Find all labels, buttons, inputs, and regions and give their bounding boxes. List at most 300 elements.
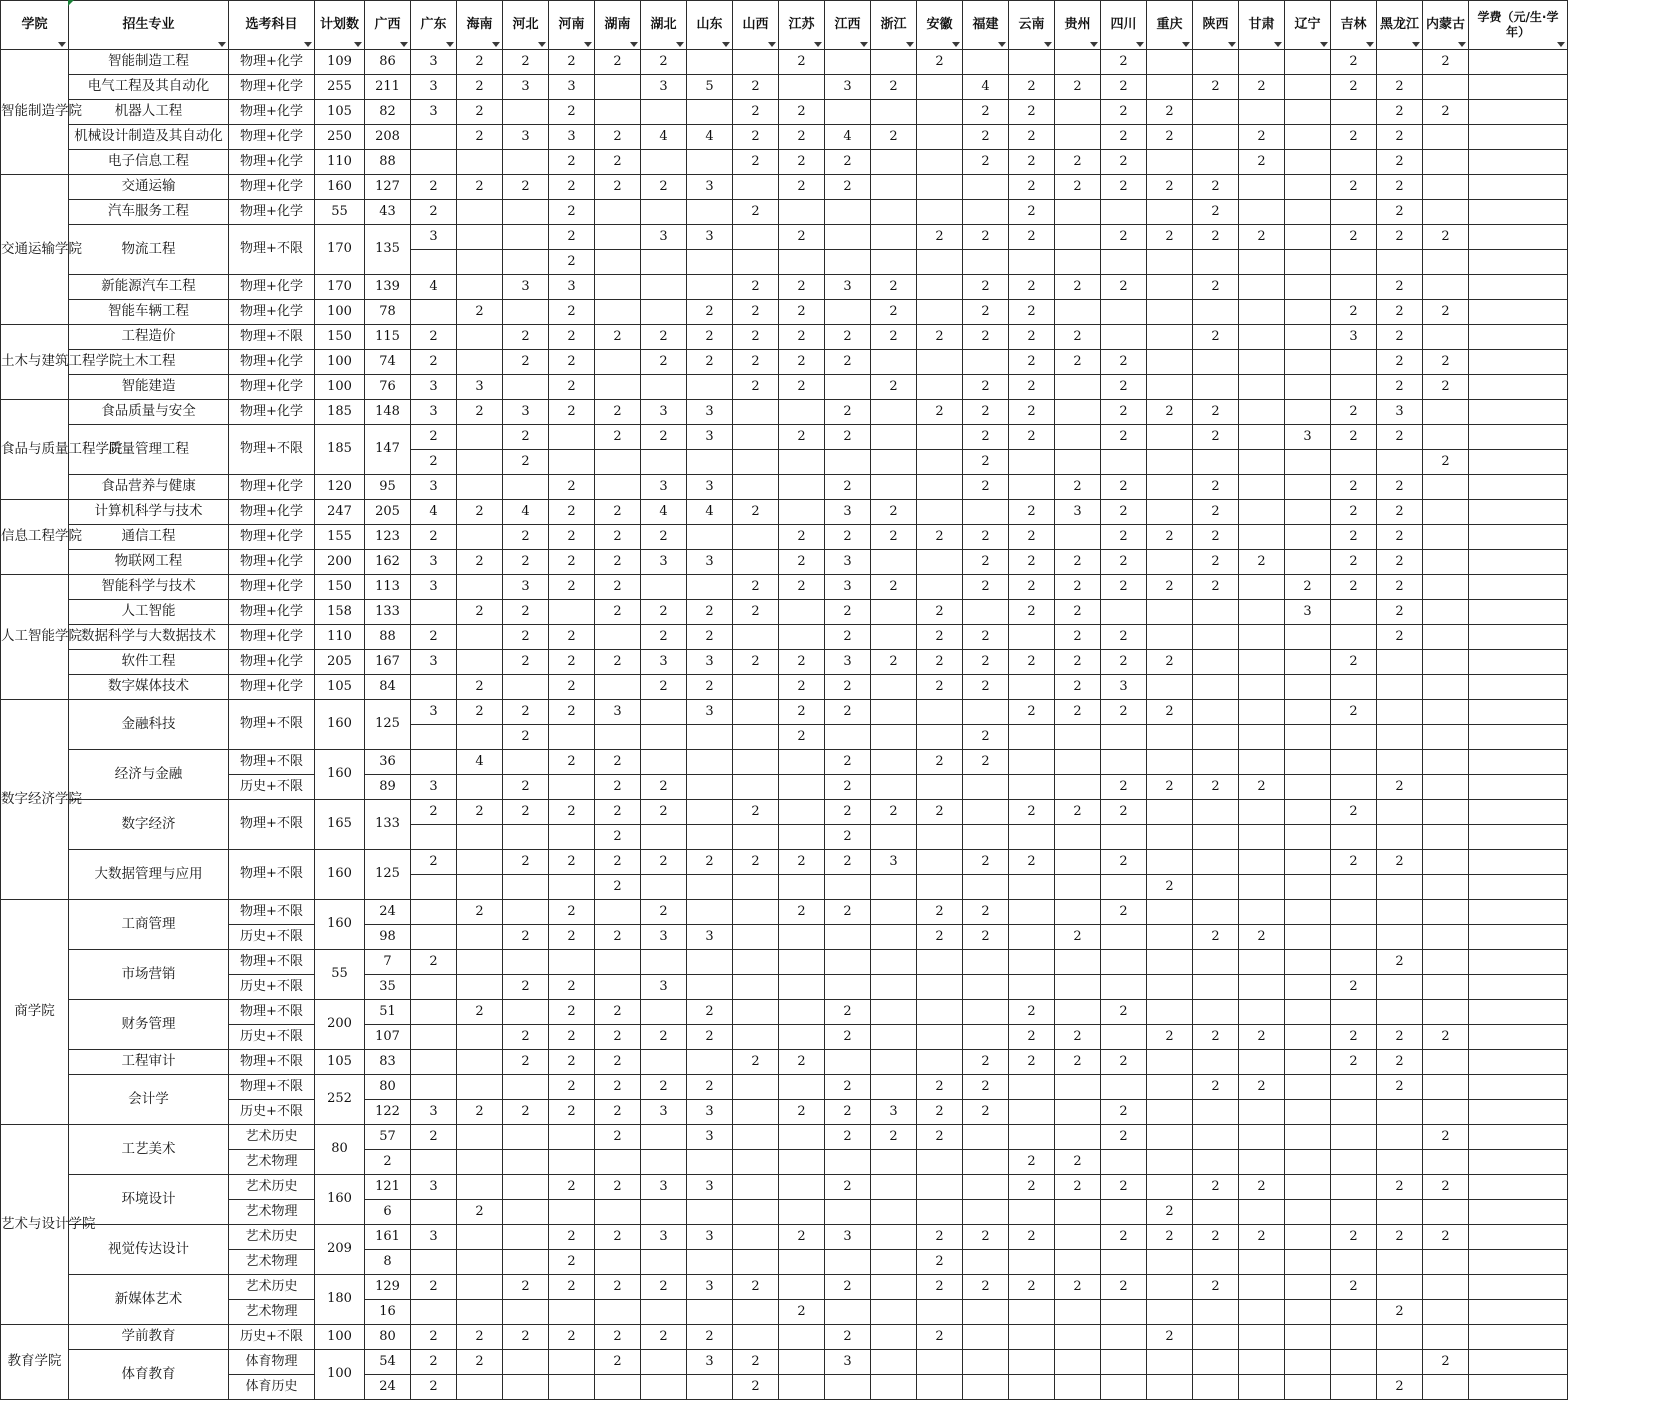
quota-cell-sichuan[interactable]: 2 (1101, 625, 1147, 650)
quota-cell-jiangxi[interactable]: 4 (825, 125, 871, 150)
quota-cell-anhui[interactable] (917, 975, 963, 1000)
quota-cell-jilin[interactable]: 2 (1331, 50, 1377, 75)
quota-cell-guangdong[interactable]: 3 (411, 1225, 457, 1250)
quota-cell-guizhou[interactable]: 2 (1055, 1150, 1101, 1175)
subject-requirement-cell[interactable]: 物理+化学 (229, 300, 315, 325)
quota-cell-shandong[interactable]: 3 (687, 1225, 733, 1250)
quota-cell-sichuan[interactable]: 2 (1101, 150, 1147, 175)
quota-cell-shanxi[interactable] (733, 425, 779, 450)
quota-cell-shanxi[interactable]: 2 (733, 575, 779, 600)
quota-cell-shandong[interactable] (687, 450, 733, 475)
quota-cell-chongqing[interactable] (1147, 825, 1193, 850)
quota-cell-hebei[interactable] (503, 225, 549, 250)
quota-cell-hunan[interactable] (595, 300, 641, 325)
quota-cell-jiangsu[interactable]: 2 (779, 675, 825, 700)
quota-cell-hunan[interactable] (595, 200, 641, 225)
quota-cell-jilin[interactable] (1331, 1125, 1377, 1150)
quota-cell-tuition[interactable] (1469, 650, 1568, 675)
quota-cell-liaoning[interactable] (1285, 750, 1331, 775)
quota-cell-henan[interactable] (549, 1300, 595, 1325)
quota-cell-shanxi[interactable] (733, 625, 779, 650)
quota-cell-anhui[interactable] (917, 200, 963, 225)
plan-count-cell[interactable]: 160 (315, 175, 365, 200)
quota-cell-fujian[interactable] (963, 1325, 1009, 1350)
quota-cell-guizhou[interactable] (1055, 125, 1101, 150)
quota-cell-fujian[interactable]: 2 (963, 625, 1009, 650)
quota-cell-hainan[interactable] (457, 850, 503, 875)
quota-cell-liaoning[interactable] (1285, 375, 1331, 400)
quota-cell-henan[interactable] (549, 1350, 595, 1375)
quota-cell-guizhou[interactable] (1055, 1350, 1101, 1375)
quota-cell-hebei[interactable] (503, 1300, 549, 1325)
quota-cell-guizhou[interactable] (1055, 100, 1101, 125)
quota-cell-guangdong[interactable]: 3 (411, 550, 457, 575)
quota-cell-shandong[interactable]: 2 (687, 850, 733, 875)
quota-cell-gansu[interactable] (1239, 1200, 1285, 1225)
filter-dropdown-icon[interactable] (1136, 42, 1144, 47)
quota-cell-neimenggu[interactable]: 2 (1423, 100, 1469, 125)
quota-cell-guizhou[interactable]: 2 (1055, 175, 1101, 200)
quota-cell-guizhou[interactable] (1055, 1225, 1101, 1250)
quota-cell-anhui[interactable]: 2 (917, 1225, 963, 1250)
quota-cell-jiangsu[interactable] (779, 925, 825, 950)
quota-cell-shandong[interactable] (687, 1375, 733, 1400)
quota-cell-fujian[interactable]: 2 (963, 1075, 1009, 1100)
quota-cell-heilongjiang[interactable] (1377, 1350, 1423, 1375)
quota-cell-zhejiang[interactable] (871, 625, 917, 650)
quota-cell-guangdong[interactable] (411, 725, 457, 750)
quota-cell-henan[interactable]: 2 (549, 400, 595, 425)
quota-cell-sichuan[interactable]: 2 (1101, 50, 1147, 75)
quota-cell-guangdong[interactable]: 3 (411, 75, 457, 100)
quota-cell-guizhou[interactable] (1055, 825, 1101, 850)
quota-cell-guangxi[interactable]: 83 (365, 1050, 411, 1075)
quota-cell-henan[interactable] (549, 775, 595, 800)
quota-cell-chongqing[interactable] (1147, 1100, 1193, 1125)
quota-cell-chongqing[interactable] (1147, 50, 1193, 75)
major-cell[interactable]: 电气工程及其自动化 (69, 75, 229, 100)
quota-cell-tuition[interactable] (1469, 1200, 1568, 1225)
quota-cell-jiangsu[interactable]: 2 (779, 125, 825, 150)
filter-dropdown-icon[interactable] (400, 42, 408, 47)
subject-requirement-cell[interactable]: 物理+不限 (229, 325, 315, 350)
quota-cell-yunnan[interactable]: 2 (1009, 100, 1055, 125)
quota-cell-gansu[interactable] (1239, 700, 1285, 725)
quota-cell-heilongjiang[interactable]: 2 (1377, 625, 1423, 650)
quota-cell-hubei[interactable]: 3 (641, 975, 687, 1000)
quota-cell-jiangxi[interactable]: 3 (825, 575, 871, 600)
quota-cell-jiangxi[interactable]: 2 (825, 625, 871, 650)
quota-cell-shaanxi[interactable] (1193, 1000, 1239, 1025)
quota-cell-heilongjiang[interactable]: 2 (1377, 150, 1423, 175)
quota-cell-yunnan[interactable]: 2 (1009, 1000, 1055, 1025)
quota-cell-hainan[interactable] (457, 225, 503, 250)
quota-cell-jiangxi[interactable]: 2 (825, 900, 871, 925)
quota-cell-chongqing[interactable] (1147, 800, 1193, 825)
quota-cell-guangxi[interactable]: 24 (365, 900, 411, 925)
quota-cell-jiangxi[interactable]: 2 (825, 600, 871, 625)
quota-cell-henan[interactable]: 2 (549, 750, 595, 775)
quota-cell-shanxi[interactable] (733, 900, 779, 925)
plan-count-cell[interactable]: 100 (315, 300, 365, 325)
quota-cell-yunnan[interactable] (1009, 950, 1055, 975)
quota-cell-tuition[interactable] (1469, 1175, 1568, 1200)
quota-cell-jiangxi[interactable] (825, 200, 871, 225)
quota-cell-hubei[interactable] (641, 875, 687, 900)
plan-count-cell[interactable]: 158 (315, 600, 365, 625)
quota-cell-hubei[interactable]: 4 (641, 500, 687, 525)
quota-cell-zhejiang[interactable]: 2 (871, 500, 917, 525)
quota-cell-shanxi[interactable]: 2 (733, 275, 779, 300)
quota-cell-shandong[interactable] (687, 800, 733, 825)
quota-cell-zhejiang[interactable] (871, 250, 917, 275)
major-cell[interactable]: 工艺美术 (69, 1125, 229, 1175)
quota-cell-liaoning[interactable]: 3 (1285, 425, 1331, 450)
quota-cell-sichuan[interactable] (1101, 925, 1147, 950)
quota-cell-fujian[interactable]: 2 (963, 475, 1009, 500)
quota-cell-shaanxi[interactable]: 2 (1193, 175, 1239, 200)
quota-cell-zhejiang[interactable] (871, 200, 917, 225)
quota-cell-fujian[interactable] (963, 350, 1009, 375)
subject-requirement-cell[interactable]: 物理+化学 (229, 575, 315, 600)
quota-cell-jilin[interactable]: 2 (1331, 800, 1377, 825)
quota-cell-hunan[interactable] (595, 975, 641, 1000)
quota-cell-yunnan[interactable] (1009, 1325, 1055, 1350)
quota-cell-zhejiang[interactable] (871, 50, 917, 75)
quota-cell-yunnan[interactable] (1009, 1250, 1055, 1275)
quota-cell-chongqing[interactable] (1147, 900, 1193, 925)
subject-requirement-cell[interactable]: 历史+不限 (229, 1325, 315, 1350)
quota-cell-liaoning[interactable] (1285, 125, 1331, 150)
quota-cell-guangxi[interactable]: 98 (365, 925, 411, 950)
quota-cell-hunan[interactable]: 2 (595, 150, 641, 175)
quota-cell-guizhou[interactable] (1055, 450, 1101, 475)
plan-count-cell[interactable]: 160 (315, 1175, 365, 1225)
quota-cell-henan[interactable]: 2 (549, 975, 595, 1000)
quota-cell-hunan[interactable] (595, 1375, 641, 1400)
quota-cell-guizhou[interactable]: 2 (1055, 275, 1101, 300)
quota-cell-jilin[interactable] (1331, 775, 1377, 800)
quota-cell-yunnan[interactable] (1009, 1125, 1055, 1150)
plan-count-cell[interactable]: 150 (315, 325, 365, 350)
quota-cell-shaanxi[interactable] (1193, 700, 1239, 725)
quota-cell-zhejiang[interactable] (871, 1200, 917, 1225)
quota-cell-anhui[interactable]: 2 (917, 1075, 963, 1100)
quota-cell-guangxi[interactable]: 208 (365, 125, 411, 150)
quota-cell-fujian[interactable]: 4 (963, 75, 1009, 100)
quota-cell-neimenggu[interactable]: 2 (1423, 375, 1469, 400)
quota-cell-sichuan[interactable] (1101, 1250, 1147, 1275)
quota-cell-heilongjiang[interactable] (1377, 250, 1423, 275)
quota-cell-hunan[interactable]: 2 (595, 600, 641, 625)
quota-cell-neimenggu[interactable] (1423, 625, 1469, 650)
quota-cell-guangdong[interactable]: 3 (411, 575, 457, 600)
quota-cell-jiangxi[interactable]: 2 (825, 525, 871, 550)
quota-cell-zhejiang[interactable]: 2 (871, 800, 917, 825)
quota-cell-anhui[interactable] (917, 1050, 963, 1075)
quota-cell-guizhou[interactable]: 2 (1055, 350, 1101, 375)
quota-cell-liaoning[interactable] (1285, 1375, 1331, 1400)
quota-cell-guangdong[interactable] (411, 1075, 457, 1100)
quota-cell-jilin[interactable]: 3 (1331, 325, 1377, 350)
quota-cell-tuition[interactable] (1469, 1350, 1568, 1375)
quota-cell-jilin[interactable] (1331, 900, 1377, 925)
quota-cell-guangdong[interactable]: 2 (411, 1375, 457, 1400)
quota-cell-jiangxi[interactable] (825, 1375, 871, 1400)
quota-cell-zhejiang[interactable]: 2 (871, 325, 917, 350)
quota-cell-anhui[interactable]: 2 (917, 50, 963, 75)
filter-dropdown-icon[interactable] (1412, 42, 1420, 47)
quota-cell-guangxi[interactable]: 74 (365, 350, 411, 375)
quota-cell-tuition[interactable] (1469, 925, 1568, 950)
quota-cell-sichuan[interactable]: 2 (1101, 125, 1147, 150)
quota-cell-sichuan[interactable] (1101, 725, 1147, 750)
quota-cell-henan[interactable] (549, 1375, 595, 1400)
quota-cell-hebei[interactable]: 2 (503, 1050, 549, 1075)
quota-cell-shandong[interactable]: 3 (687, 925, 733, 950)
quota-cell-guangdong[interactable]: 2 (411, 450, 457, 475)
quota-cell-hunan[interactable] (595, 1150, 641, 1175)
quota-cell-chongqing[interactable] (1147, 925, 1193, 950)
quota-cell-tuition[interactable] (1469, 75, 1568, 100)
quota-cell-yunnan[interactable]: 2 (1009, 200, 1055, 225)
quota-cell-shanxi[interactable] (733, 1150, 779, 1175)
quota-cell-hunan[interactable] (595, 450, 641, 475)
quota-cell-shanxi[interactable]: 2 (733, 75, 779, 100)
quota-cell-jiangsu[interactable]: 2 (779, 100, 825, 125)
quota-cell-henan[interactable]: 3 (549, 125, 595, 150)
quota-cell-anhui[interactable]: 2 (917, 650, 963, 675)
subject-requirement-cell[interactable]: 艺术历史 (229, 1275, 315, 1300)
quota-cell-shaanxi[interactable]: 2 (1193, 1275, 1239, 1300)
college-cell[interactable]: 数字经济学院 (1, 700, 69, 900)
quota-cell-hubei[interactable]: 4 (641, 125, 687, 150)
quota-cell-guizhou[interactable]: 2 (1055, 75, 1101, 100)
plan-count-cell[interactable]: 109 (315, 50, 365, 75)
quota-cell-hubei[interactable]: 2 (641, 175, 687, 200)
filter-dropdown-icon[interactable] (1366, 42, 1374, 47)
quota-cell-liaoning[interactable] (1285, 850, 1331, 875)
quota-cell-chongqing[interactable] (1147, 150, 1193, 175)
quota-cell-jiangsu[interactable]: 2 (779, 575, 825, 600)
quota-cell-yunnan[interactable] (1009, 50, 1055, 75)
college-cell[interactable]: 商学院 (1, 900, 69, 1125)
quota-cell-guizhou[interactable] (1055, 900, 1101, 925)
quota-cell-jilin[interactable] (1331, 1150, 1377, 1175)
quota-cell-shandong[interactable]: 3 (687, 425, 733, 450)
quota-cell-guangdong[interactable]: 2 (411, 625, 457, 650)
quota-cell-hubei[interactable] (641, 275, 687, 300)
quota-cell-heilongjiang[interactable]: 2 (1377, 125, 1423, 150)
quota-cell-guangdong[interactable]: 2 (411, 1125, 457, 1150)
plan-count-cell[interactable]: 250 (315, 125, 365, 150)
quota-cell-neimenggu[interactable]: 2 (1423, 350, 1469, 375)
quota-cell-hainan[interactable] (457, 350, 503, 375)
quota-cell-shaanxi[interactable]: 2 (1193, 775, 1239, 800)
plan-count-cell[interactable]: 150 (315, 575, 365, 600)
quota-cell-gansu[interactable] (1239, 200, 1285, 225)
quota-cell-jilin[interactable] (1331, 600, 1377, 625)
quota-cell-guizhou[interactable] (1055, 725, 1101, 750)
quota-cell-fujian[interactable] (963, 825, 1009, 850)
quota-cell-neimenggu[interactable] (1423, 725, 1469, 750)
subject-requirement-cell[interactable]: 体育历史 (229, 1375, 315, 1400)
quota-cell-guangxi[interactable]: 78 (365, 300, 411, 325)
quota-cell-anhui[interactable] (917, 1025, 963, 1050)
quota-cell-guizhou[interactable] (1055, 1075, 1101, 1100)
quota-cell-hainan[interactable] (457, 1375, 503, 1400)
quota-cell-gansu[interactable]: 2 (1239, 1225, 1285, 1250)
quota-cell-henan[interactable]: 2 (549, 925, 595, 950)
quota-cell-liaoning[interactable] (1285, 625, 1331, 650)
quota-cell-guizhou[interactable] (1055, 1300, 1101, 1325)
quota-cell-hunan[interactable] (595, 225, 641, 250)
quota-cell-hainan[interactable] (457, 275, 503, 300)
quota-cell-liaoning[interactable] (1285, 1150, 1331, 1175)
quota-cell-jiangxi[interactable] (825, 1200, 871, 1225)
quota-cell-hunan[interactable]: 2 (595, 550, 641, 575)
quota-cell-shaanxi[interactable] (1193, 1300, 1239, 1325)
quota-cell-heilongjiang[interactable]: 2 (1377, 1300, 1423, 1325)
major-cell[interactable]: 交通运输 (69, 175, 229, 200)
quota-cell-jiangsu[interactable] (779, 1325, 825, 1350)
quota-cell-gansu[interactable] (1239, 350, 1285, 375)
quota-cell-guangxi[interactable]: 135 (365, 225, 411, 275)
quota-cell-chongqing[interactable]: 2 (1147, 525, 1193, 550)
quota-cell-neimenggu[interactable] (1423, 75, 1469, 100)
quota-cell-zhejiang[interactable] (871, 875, 917, 900)
subject-requirement-cell[interactable]: 物理+不限 (229, 425, 315, 475)
quota-cell-tuition[interactable] (1469, 1100, 1568, 1125)
quota-cell-hubei[interactable] (641, 200, 687, 225)
quota-cell-fujian[interactable] (963, 775, 1009, 800)
quota-cell-liaoning[interactable] (1285, 725, 1331, 750)
plan-count-cell[interactable]: 200 (315, 550, 365, 575)
quota-cell-jilin[interactable]: 2 (1331, 850, 1377, 875)
quota-cell-guizhou[interactable] (1055, 525, 1101, 550)
quota-cell-jiangxi[interactable]: 2 (825, 400, 871, 425)
quota-cell-sichuan[interactable] (1101, 200, 1147, 225)
subject-requirement-cell[interactable]: 历史+不限 (229, 1025, 315, 1050)
quota-cell-guangxi[interactable]: 133 (365, 600, 411, 625)
quota-cell-tuition[interactable] (1469, 1300, 1568, 1325)
quota-cell-jilin[interactable] (1331, 1000, 1377, 1025)
quota-cell-jilin[interactable] (1331, 150, 1377, 175)
quota-cell-hainan[interactable] (457, 825, 503, 850)
quota-cell-jiangsu[interactable]: 2 (779, 175, 825, 200)
quota-cell-hebei[interactable]: 2 (503, 600, 549, 625)
quota-cell-hainan[interactable]: 2 (457, 300, 503, 325)
quota-cell-shaanxi[interactable] (1193, 950, 1239, 975)
major-cell[interactable]: 大数据管理与应用 (69, 850, 229, 900)
quota-cell-henan[interactable]: 2 (549, 625, 595, 650)
quota-cell-heilongjiang[interactable] (1377, 800, 1423, 825)
quota-cell-guizhou[interactable] (1055, 975, 1101, 1000)
quota-cell-jiangxi[interactable] (825, 450, 871, 475)
quota-cell-hubei[interactable] (641, 100, 687, 125)
quota-cell-hainan[interactable]: 2 (457, 675, 503, 700)
quota-cell-shanxi[interactable] (733, 750, 779, 775)
subject-requirement-cell[interactable]: 艺术物理 (229, 1300, 315, 1325)
quota-cell-chongqing[interactable]: 2 (1147, 575, 1193, 600)
quota-cell-hebei[interactable] (503, 1250, 549, 1275)
quota-cell-hubei[interactable] (641, 700, 687, 725)
quota-cell-jiangsu[interactable] (779, 1375, 825, 1400)
quota-cell-hunan[interactable]: 2 (595, 325, 641, 350)
quota-cell-neimenggu[interactable] (1423, 1150, 1469, 1175)
quota-cell-gansu[interactable] (1239, 950, 1285, 975)
quota-cell-hebei[interactable]: 2 (503, 625, 549, 650)
quota-cell-hubei[interactable] (641, 1250, 687, 1275)
quota-cell-jiangxi[interactable]: 2 (825, 825, 871, 850)
quota-cell-fujian[interactable]: 2 (963, 650, 1009, 675)
quota-cell-guangxi[interactable]: 123 (365, 525, 411, 550)
quota-cell-guizhou[interactable] (1055, 875, 1101, 900)
quota-cell-neimenggu[interactable] (1423, 925, 1469, 950)
quota-cell-guizhou[interactable]: 2 (1055, 1275, 1101, 1300)
quota-cell-tuition[interactable] (1469, 1150, 1568, 1175)
filter-dropdown-icon[interactable] (676, 42, 684, 47)
quota-cell-henan[interactable]: 2 (549, 500, 595, 525)
quota-cell-shaanxi[interactable]: 2 (1193, 1175, 1239, 1200)
quota-cell-guangdong[interactable] (411, 1050, 457, 1075)
quota-cell-hunan[interactable] (595, 725, 641, 750)
quota-cell-henan[interactable] (549, 450, 595, 475)
quota-cell-guizhou[interactable]: 2 (1055, 800, 1101, 825)
quota-cell-gansu[interactable]: 2 (1239, 925, 1285, 950)
quota-cell-hunan[interactable]: 2 (595, 850, 641, 875)
quota-cell-hunan[interactable]: 2 (595, 500, 641, 525)
quota-cell-shaanxi[interactable] (1193, 1050, 1239, 1075)
quota-cell-hebei[interactable]: 3 (503, 125, 549, 150)
quota-cell-shandong[interactable]: 3 (687, 475, 733, 500)
subject-requirement-cell[interactable]: 艺术物理 (229, 1200, 315, 1225)
quota-cell-shaanxi[interactable]: 2 (1193, 400, 1239, 425)
quota-cell-neimenggu[interactable]: 2 (1423, 1125, 1469, 1150)
quota-cell-fujian[interactable]: 2 (963, 1100, 1009, 1125)
quota-cell-fujian[interactable]: 2 (963, 325, 1009, 350)
quota-cell-hainan[interactable] (457, 975, 503, 1000)
quota-cell-jilin[interactable] (1331, 250, 1377, 275)
quota-cell-jilin[interactable]: 2 (1331, 75, 1377, 100)
quota-cell-shanxi[interactable] (733, 50, 779, 75)
quota-cell-jiangsu[interactable] (779, 1150, 825, 1175)
quota-cell-heilongjiang[interactable] (1377, 1250, 1423, 1275)
quota-cell-yunnan[interactable] (1009, 1200, 1055, 1225)
quota-cell-neimenggu[interactable] (1423, 825, 1469, 850)
quota-cell-tuition[interactable] (1469, 625, 1568, 650)
plan-count-cell[interactable]: 120 (315, 475, 365, 500)
quota-cell-liaoning[interactable] (1285, 1050, 1331, 1075)
quota-cell-jilin[interactable]: 2 (1331, 1275, 1377, 1300)
quota-cell-tuition[interactable] (1469, 950, 1568, 975)
subject-requirement-cell[interactable]: 物理+不限 (229, 850, 315, 900)
quota-cell-shanxi[interactable]: 2 (733, 500, 779, 525)
quota-cell-jilin[interactable] (1331, 950, 1377, 975)
quota-cell-liaoning[interactable] (1285, 500, 1331, 525)
quota-cell-jiangsu[interactable]: 2 (779, 850, 825, 875)
plan-count-cell[interactable]: 160 (315, 700, 365, 750)
quota-cell-sichuan[interactable]: 2 (1101, 775, 1147, 800)
filter-dropdown-icon[interactable] (446, 42, 454, 47)
quota-cell-jiangsu[interactable] (779, 400, 825, 425)
quota-cell-heilongjiang[interactable] (1377, 650, 1423, 675)
quota-cell-hunan[interactable]: 2 (595, 1325, 641, 1350)
quota-cell-neimenggu[interactable] (1423, 600, 1469, 625)
quota-cell-neimenggu[interactable] (1423, 1000, 1469, 1025)
quota-cell-guangxi[interactable]: 161 (365, 1225, 411, 1250)
quota-cell-henan[interactable]: 2 (549, 675, 595, 700)
